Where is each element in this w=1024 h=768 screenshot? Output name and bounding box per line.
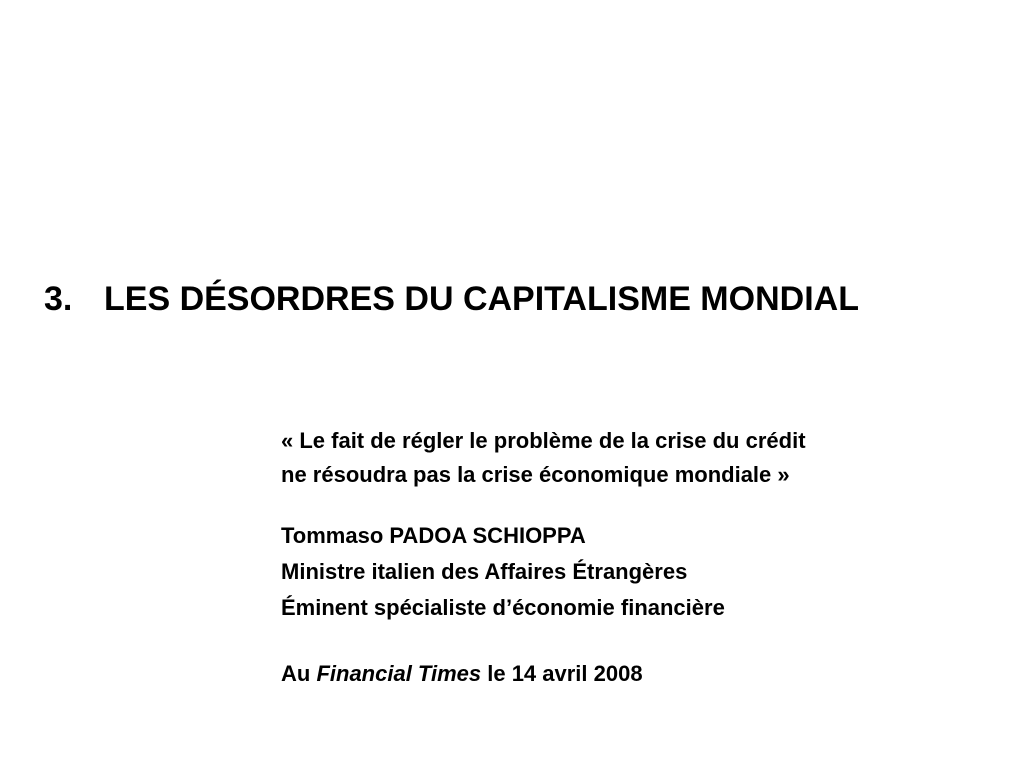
section-title-text: LES DÉSORDRES DU CAPITALISME MONDIAL — [104, 280, 859, 318]
quote-line-2: ne résoudra pas la crise économique mondiale » — [281, 462, 790, 487]
source-publication: Financial Times — [316, 661, 482, 686]
author-name: Tommaso PADOA SCHIOPPA — [281, 523, 586, 548]
slide-title — [44, 280, 859, 319]
section-number: 3. — [44, 280, 73, 318]
quote-line-1: « Le fait de régler le problème de la crise du crédit — [281, 428, 806, 453]
source-date: le 14 avril 2008 — [487, 661, 643, 686]
author-description: Éminent spécialiste d’économie financière — [281, 595, 725, 620]
author-role: Ministre italien des Affaires Étrangères — [281, 559, 688, 584]
source-citation — [281, 656, 643, 692]
source-prefix: Au — [281, 661, 311, 686]
quote — [281, 424, 1001, 492]
attribution — [281, 518, 725, 626]
